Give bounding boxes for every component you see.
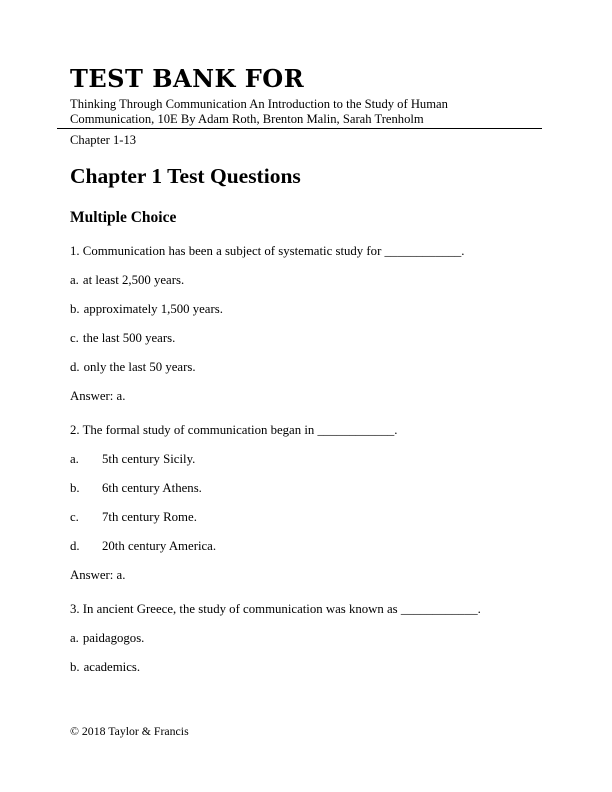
question-prompt: 3. In ancient Greece, the study of communication was known as ____________.	[70, 602, 481, 616]
answer-line: Answer: a.	[70, 568, 126, 582]
option-text: approximately 1,500 years.	[83, 302, 223, 316]
option-row	[70, 453, 542, 466]
option-text: at least 2,500 years.	[82, 273, 185, 287]
option-text: 20th century America.	[102, 539, 217, 553]
question-block-1	[70, 245, 542, 403]
option-letter: d.	[70, 360, 80, 374]
option-row	[70, 632, 542, 645]
option-letter: a.	[70, 273, 79, 287]
option-row	[70, 332, 542, 345]
option-text: the last 500 years.	[82, 331, 176, 345]
option-letter: a.	[70, 452, 79, 466]
header-subtitle-line2: Communication, 10E By Adam Roth, Brenton Malin, Sarah Trenholm	[70, 111, 424, 126]
option-row	[70, 303, 542, 316]
option-text: 6th century Athens.	[102, 481, 202, 495]
option-row	[70, 482, 542, 495]
question-prompt: 2. The formal study of communication began in ____________.	[70, 423, 398, 437]
option-text: 7th century Rome.	[102, 510, 197, 524]
option-letter: b.	[70, 302, 80, 316]
option-row	[70, 511, 542, 524]
option-row	[70, 274, 542, 287]
option-letter: c.	[70, 510, 79, 524]
header-subtitle-line1: Thinking Through Communication An Introduction to the Study of Human	[70, 97, 448, 111]
option-row	[70, 540, 542, 553]
option-text: 5th century Sicily.	[102, 452, 196, 466]
option-letter: a.	[70, 631, 79, 645]
page-title: Chapter 1 Test Questions	[70, 164, 301, 188]
option-letter: d.	[70, 539, 80, 553]
question-prompt: 1. Communication has been a subject of systematic study for ____________.	[70, 244, 465, 258]
page-footer: © 2018 Taylor & Francis	[70, 724, 189, 738]
option-text: academics.	[83, 660, 141, 674]
question-block-3	[70, 603, 542, 674]
header-rule	[57, 128, 542, 129]
option-text: only the last 50 years.	[83, 360, 196, 374]
answer-line: Answer: a.	[70, 389, 126, 403]
option-letter: c.	[70, 331, 79, 345]
option-row	[70, 361, 542, 374]
option-text: paidagogos.	[82, 631, 145, 645]
option-letter: b.	[70, 481, 80, 495]
chapter-range: Chapter 1-13	[70, 133, 137, 147]
section-heading: Multiple Choice	[70, 209, 177, 226]
option-row	[70, 661, 542, 674]
question-block-2	[70, 424, 542, 582]
document-header	[70, 64, 542, 148]
option-letter: b.	[70, 660, 80, 674]
brand-title: TEST BANK FOR	[70, 64, 305, 93]
